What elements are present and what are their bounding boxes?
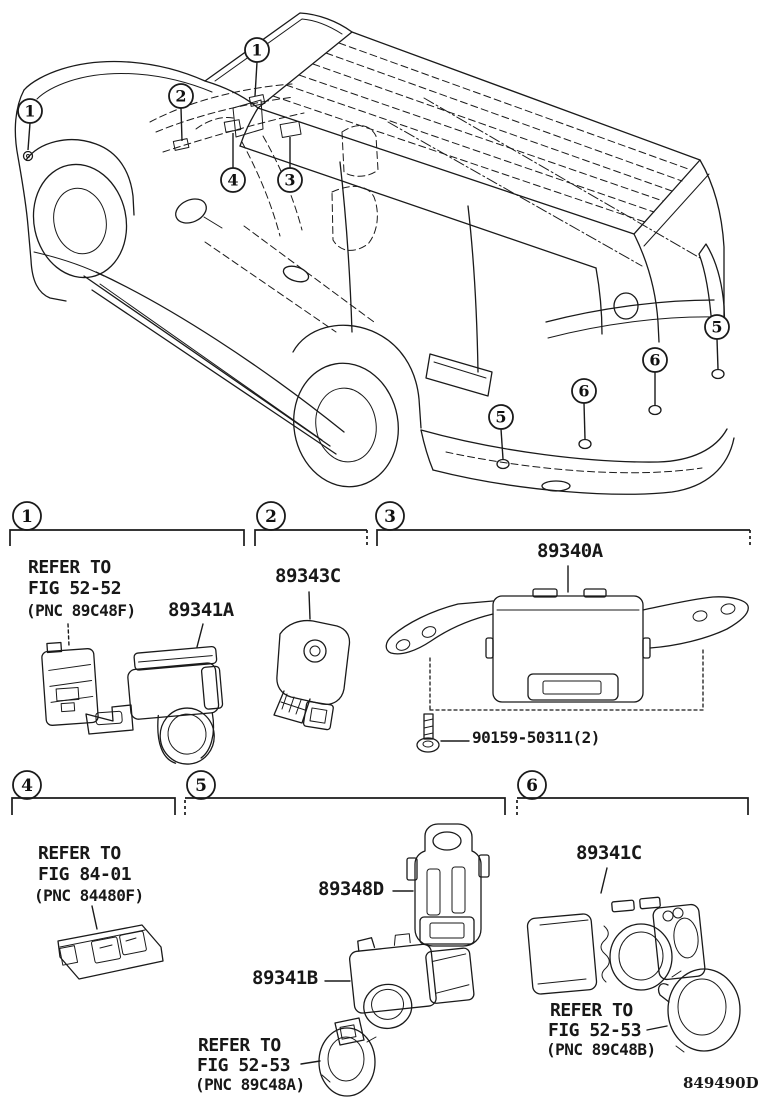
- part-number-label: 89341A: [168, 599, 234, 621]
- section-number: 5: [195, 776, 207, 796]
- section-2-header: [255, 502, 367, 546]
- part-number-label: 89340A: [537, 540, 603, 562]
- refer-note-line: FIG 52-53: [197, 1055, 291, 1076]
- part-drawing-90159-50311-screw: [417, 714, 469, 752]
- refer-note-line: REFER TO: [198, 1035, 281, 1056]
- part-number-label: 89341C: [576, 842, 642, 864]
- part-drawing-section1-bracket-clip: [41, 624, 133, 734]
- pnc-note-line: (PNC 84480F): [34, 886, 144, 905]
- section-number: 1: [21, 507, 33, 527]
- section-6-header: [517, 771, 748, 815]
- callout-5-rear-right: [705, 315, 729, 369]
- pnc-note-line: (PNC 89C48F): [26, 601, 136, 620]
- section-1-header: [10, 502, 244, 546]
- callout-number: 1: [24, 101, 36, 121]
- refer-note-line: FIG 52-53: [548, 1020, 642, 1041]
- callout-1-front-fender: [18, 99, 42, 150]
- vehicle-line-drawing: [15, 13, 734, 495]
- section-number: 2: [265, 507, 277, 527]
- part-drawing-section4-switch: [58, 906, 163, 979]
- section-headers: [10, 502, 750, 815]
- refer-note-line: REFER TO: [550, 1000, 633, 1021]
- callout-6-rear-center-left: [572, 379, 596, 439]
- callout-5-rear-left: [489, 405, 513, 459]
- section-number: 4: [21, 776, 33, 796]
- part-drawing-89343C: [274, 592, 350, 730]
- part-drawing-89341C-sensor: [527, 868, 706, 995]
- refer-note-line: REFER TO: [38, 843, 121, 864]
- vehicle-roof: [258, 32, 700, 234]
- refer-note-line: REFER TO: [28, 557, 111, 578]
- callout-number: 5: [711, 317, 723, 337]
- bumper-sensor-markers: [24, 152, 725, 469]
- callout-number: 2: [175, 86, 187, 106]
- refer-note-line: FIG 52-52: [28, 578, 122, 599]
- section-number: 6: [526, 776, 538, 796]
- section-4-header: [12, 771, 175, 815]
- switch-unit-4-marker: [224, 120, 241, 132]
- ecu-unit-3-marker: [280, 121, 301, 137]
- part-number-label: 90159-50311(2): [472, 728, 600, 747]
- section-5-header: [185, 771, 505, 815]
- callout-3-instrument-panel-center: [278, 137, 302, 192]
- callout-2-instrument-panel: [169, 84, 193, 141]
- callout-number: 3: [284, 170, 296, 190]
- callout-number: 6: [649, 350, 661, 370]
- part-number-label: 89341B: [252, 967, 318, 989]
- part-drawing-89348D-retainer: [393, 824, 489, 946]
- vehicle-front-body: [15, 13, 352, 301]
- part-drawing-section5-bezel: [301, 1018, 376, 1096]
- callout-number: 6: [578, 381, 590, 401]
- part-drawing-89340A-ecu: [386, 566, 748, 710]
- part-drawing-89341A: [126, 624, 228, 769]
- callout-number: 4: [227, 170, 239, 190]
- vehicle-interior-phantom: [150, 84, 700, 332]
- pnc-note-line: (PNC 89C48A): [195, 1075, 305, 1094]
- callout-number: 5: [495, 407, 507, 427]
- callout-6-rear-center-right: [643, 348, 667, 405]
- refer-note-line: FIG 84-01: [38, 864, 132, 885]
- section-number: 3: [384, 507, 396, 527]
- part-number-label: 89348D: [318, 878, 384, 900]
- callout-number: 1: [251, 40, 263, 60]
- figure-code: 849490D: [683, 1074, 759, 1092]
- vehicle-side-body: [84, 108, 602, 495]
- pnc-note-line: (PNC 89C48B): [546, 1040, 656, 1059]
- part-number-label: 89343C: [275, 565, 341, 587]
- part-drawing-89341B-sensor: [325, 928, 477, 1032]
